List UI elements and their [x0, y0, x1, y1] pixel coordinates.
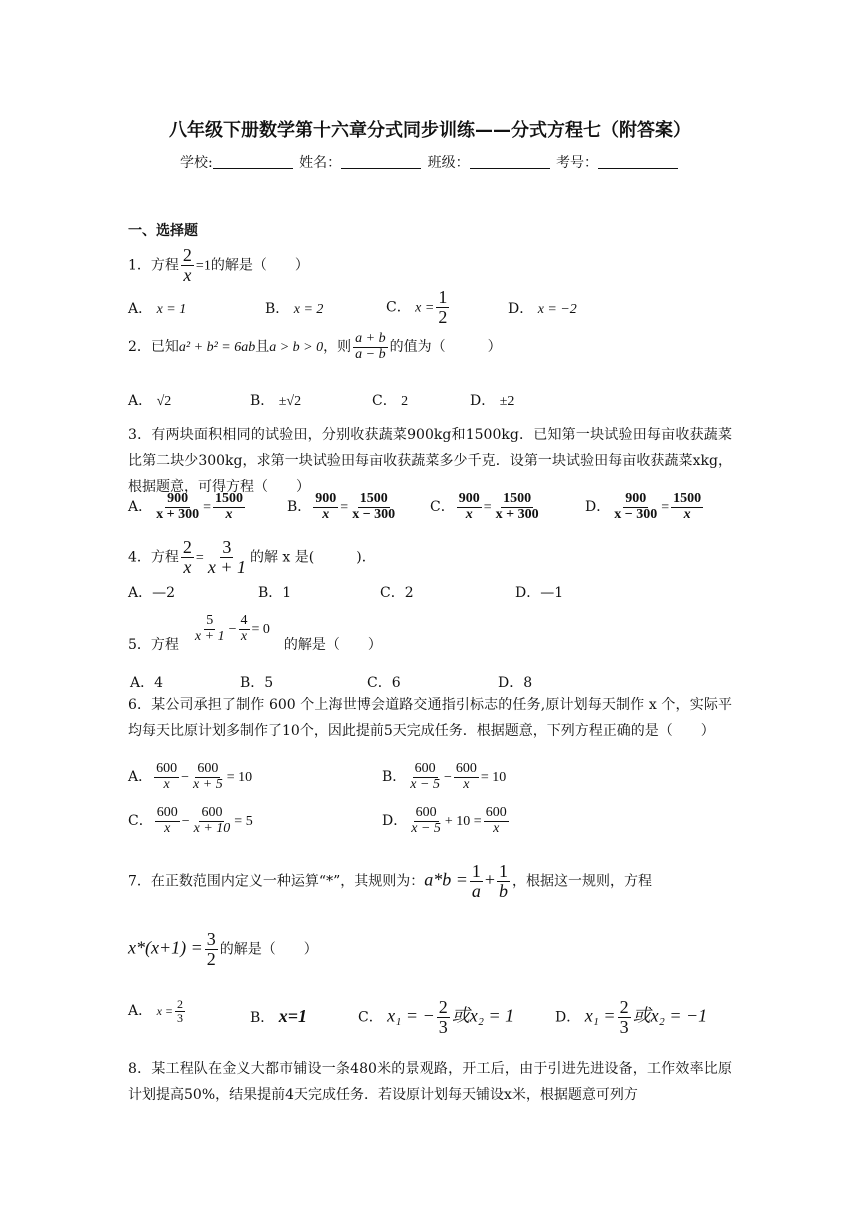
q1-option-b[interactable]: B． x = 2 [265, 301, 324, 317]
question-4: 4．方程 $\frac{2}{x}$ = $\frac{3}{x + 1}$ 的解 x 是( )． [128, 537, 376, 577]
q4-option-b[interactable]: B．1 [258, 585, 292, 601]
question-7-equation: x*(x+1) = $\frac{3}{2}$ 的解是（ ） [128, 929, 318, 969]
q6-option-d[interactable]: D． $\frac{600}{x - 5}$ + 10 = $\frac{600}{x}$ [382, 805, 507, 836]
q7-option-b[interactable]: B． x=1 [250, 1006, 308, 1026]
class-blank[interactable] [470, 154, 550, 169]
q2-option-a[interactable]: A． √2 [128, 393, 172, 409]
q3-option-c[interactable]: C． $\frac{900}{x}$ = $\frac{1500}{x + 300}$ [430, 491, 539, 522]
school-label: 学校: [179, 155, 213, 171]
q7-option-a[interactable]: A． x = $\frac{2}{3}$ [128, 997, 184, 1025]
q6-option-b[interactable]: B． $\frac{600}{x - 5}$ − $\frac{600}{x}$ = 10 [382, 761, 507, 792]
q1-fraction: $\frac{2}{x}$ [182, 245, 192, 285]
q3-option-a[interactable]: A． $\frac{900}{x + 300}$ = $\frac{1500}{x}$ [128, 491, 244, 522]
question-3: 3．有两块面积相同的试验田，分别收获蔬菜900kg和1500kg．已知第一块试验田每亩收获蔬菜比第二块少300kg，求第一块试验田每亩收获蔬菜多少千克．设第一块试验田每亩收获蔬菜xkg，根据题意，可得方程（ ） [128, 427, 732, 495]
question-7: 7．在正数范围内定义一种运算“*”，其规则为：a*b = $\frac{1}{a}$ + $\frac{1}{b}$ ，根据这一规则，方程 [128, 861, 653, 901]
q6-option-c[interactable]: C． $\frac{600}{x}$ − $\frac{600}{x + 10}$ = 5 [128, 805, 253, 836]
question-5: 5．方程 $\frac{5}{x + 1}$ − $\frac{4}{x}$ = 0的解是（ ） [128, 613, 382, 654]
exam-no-blank[interactable] [598, 154, 678, 169]
q2-option-d[interactable]: D． ±2 [470, 393, 515, 409]
q1-option-a[interactable]: A． x = 1 [128, 301, 187, 317]
q4-option-d[interactable]: D．—1 [515, 585, 564, 601]
document-title: 八年级下册数学第十六章分式同步训练——分式方程七（附答案） [169, 120, 691, 141]
q7-option-c[interactable]: C． x₁ = − $\frac{2}{3}$ 或x₂ = 1 [358, 997, 515, 1037]
school-blank[interactable] [213, 154, 293, 169]
name-blank[interactable] [341, 154, 421, 169]
q5-option-b[interactable]: B．5 [240, 675, 274, 691]
q3-option-b[interactable]: B． $\frac{900}{x}$ = $\frac{1500}{x - 300}$ [287, 491, 396, 522]
q4-option-a[interactable]: A．—2 [128, 585, 176, 601]
section-heading: 一、选择题 [128, 223, 198, 239]
q2-fraction: $\frac{a + b}{a - b}$ [355, 331, 386, 362]
class-label: 班级： [427, 155, 470, 171]
name-label: 姓名： [299, 155, 342, 171]
q4-option-c[interactable]: C．2 [380, 585, 414, 601]
question-6: 6．某公司承担了制作 600 个上海世博会道路交通指引标志的任务,原计划每天制作 x 个，实际平均每天比原计划多制作了10个，因此提前5天完成任务．根据题意，下列方程正确的是（ ） [128, 697, 732, 739]
q1-option-d[interactable]: D． x = −2 [508, 301, 577, 317]
q5-option-a[interactable]: A．4 [130, 675, 164, 691]
question-1: 1．方程 $\frac{2}{x}$ =1的解是（ ） [128, 245, 309, 285]
q6-option-a[interactable]: A． $\frac{600}{x}$ − $\frac{600}{x + 5}$ = 10 [128, 761, 253, 792]
q2-option-b[interactable]: B． ±√2 [250, 393, 302, 409]
q1-option-c[interactable]: C． x = $\frac{1}{2}$ [386, 287, 448, 327]
student-info-line [0, 152, 860, 172]
q2-option-c[interactable]: C． 2 [372, 393, 409, 409]
question-8: 8．某工程队在金义大都市铺设一条480米的景观路，开工后，由于引进先进设备，工作效率比原计划提高50%，结果提前4天完成任务．若设原计划每天铺设x米，根据题意可列方 [128, 1061, 732, 1103]
q7-option-d[interactable]: D． x₁ = $\frac{2}{3}$ 或x₂ = −1 [555, 997, 708, 1037]
q5-option-d[interactable]: D．8 [498, 675, 533, 691]
exam-no-label: 考号： [556, 155, 599, 171]
q3-option-d[interactable]: D． $\frac{900}{x - 300}$ = $\frac{1500}{x}$ [585, 491, 702, 522]
question-2: 2．已知a² + b² = 6ab且a > b > 0，则 $\frac{a + b}{a - b}$ 的值为（ ） [128, 331, 502, 362]
q5-option-c[interactable]: C．6 [367, 675, 401, 691]
